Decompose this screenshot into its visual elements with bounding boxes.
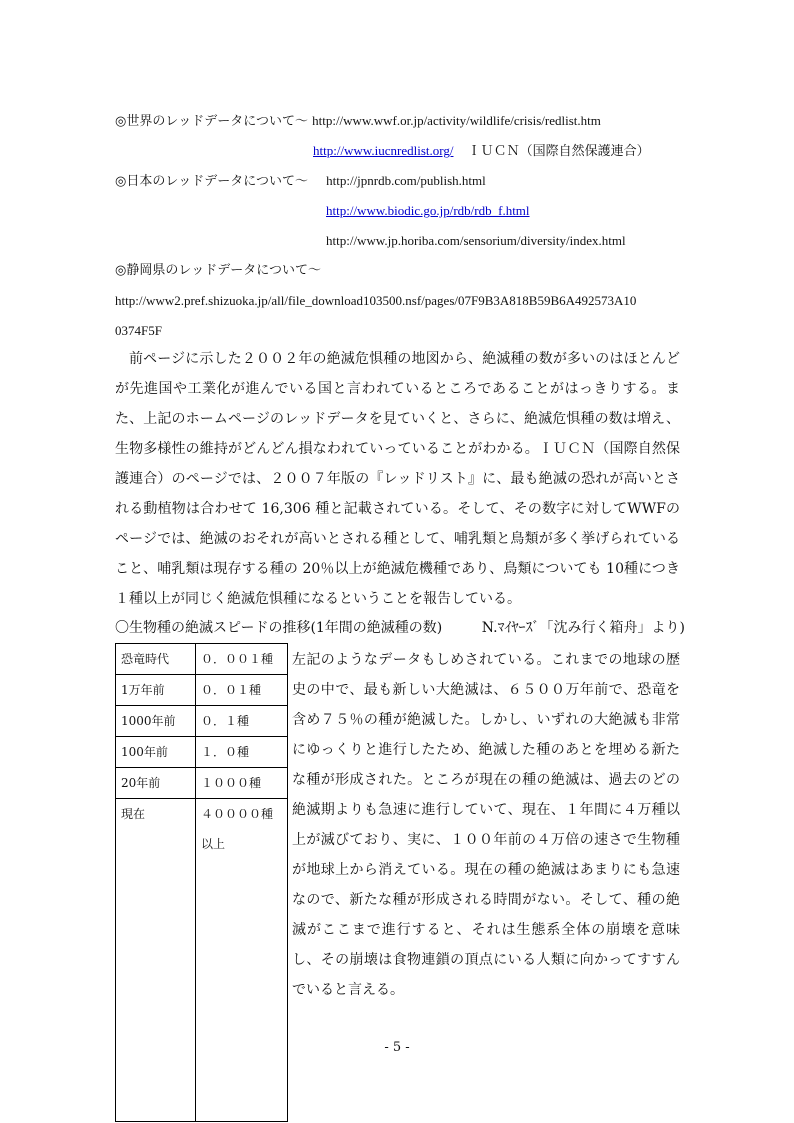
era-cell: 100年前 — [116, 737, 196, 768]
side-paragraph: 左記のようなデータもしめされている。これまでの地球の歴史の中で、最も新しい大絶滅は、６５００万年前で、恐竜を含め７５％の種が絶滅した。しかし、いずれの大絶滅も非常にゆっくりと進行したため、絶滅した種のあとを埋める新たな種が形成された。ところが現在の種の絶滅は、過去のどの絶滅期よりも急速に進行していて、現在、１年間に４万種以上が滅びており、実に、１００年前の４万倍の速さで生物種が地球上から消えている。現在の種の絶滅はあまりにも急速なので、新たな種が形成される時間がない。そして、種の絶滅がここまで進行すると、それは生態系全体の崩壊を意味し、その崩壊は食物連鎖の頂点にいる人類に向かってすすんでいると言える。 — [292, 652, 680, 998]
main-paragraph — [115, 344, 680, 614]
japan-redlist-label: ◎日本のレッドデータについて～ — [115, 174, 308, 189]
table-caption-title: 〇生物種の絶滅スピードの推移(1年間の絶滅種の数) — [115, 620, 443, 636]
biodic-link[interactable]: http://www.biodic.go.jp/rdb/rdb_f.html — [326, 203, 530, 218]
table-caption — [115, 618, 685, 638]
rate-cell: １．０種 — [196, 737, 288, 768]
table-row — [116, 799, 288, 1122]
shizuoka-redlist-label: ◎静岡県のレッドデータについて～ — [115, 263, 321, 278]
era-cell: 1000年前 — [116, 706, 196, 737]
era-cell: 恐竜時代 — [116, 644, 196, 675]
iucn-line — [313, 142, 650, 161]
biodic-line — [326, 202, 530, 221]
rate-cell: ０．００１種 — [196, 644, 288, 675]
table-row — [116, 768, 288, 799]
iucn-link[interactable]: http://www.iucnredlist.org/ — [313, 143, 454, 158]
rate-cell: １０００種 — [196, 768, 288, 799]
rate-cell: ０．１種 — [196, 706, 288, 737]
shizuoka-url-line1: http://www2.pref.shizuoka.jp/all/file_download103500.nsf/pages/07F9B3A818B59B6A492573A10 — [115, 293, 637, 308]
shizuoka-url-line2: 0374F5F — [115, 323, 162, 338]
wwf-url: http://www.wwf.or.jp/activity/wildlife/crisis/redlist.htm — [312, 113, 601, 128]
japan-redlist-line — [115, 172, 486, 191]
page-number: - 5 - — [384, 1040, 410, 1055]
world-redlist-line — [115, 112, 601, 131]
main-paragraph-text: 前ページに示した２００２年の絶滅危惧種の地図から、絶滅種の数が多いのはほとんどが先進国や工業化が進んでいる国と言われているところであることがはっきりする。また、上記のホームページのレッドデータを見ていくと、さらに、絶滅危惧種の数は増え、生物多様性の維持がどんどん損なわれていっていることがわかる。ＩＵＣＮ（国際自然保護連合）のページでは、２００７年版の『レッドリスト』に、最も絶滅の恐れが高いとされる動植物は合わせて 16,306 種と記載されている。そして、その数字に対してWWFのページでは、絶滅のおそれが高いとされる種として、哺乳類と鳥類が多く挙げられていること、哺乳類は現存する種の 20％以上が絶滅危機種であり、鳥類についても 10種につき１種以上が同じく絶滅危惧種になるということを報告している。 — [115, 351, 680, 607]
table-row — [116, 706, 288, 737]
era-cell: 1万年前 — [116, 675, 196, 706]
table-row — [116, 644, 288, 675]
world-redlist-label: ◎世界のレッドデータについて～ — [115, 114, 308, 129]
era-cell: 20年前 — [116, 768, 196, 799]
horiba-url: http://www.jp.horiba.com/sensorium/diversity/index.html — [326, 233, 626, 248]
table-caption-source: N.ﾏｲﾔｰｽﾞ「沈み行く箱舟」より) — [481, 620, 685, 636]
table-row — [116, 737, 288, 768]
horiba-line — [326, 232, 626, 251]
table-row — [116, 675, 288, 706]
rate-cell: ４００００種以上 — [196, 799, 288, 1122]
era-cell: 現在 — [116, 799, 196, 1122]
iucn-note: ＩＵＣＮ（国際自然保護連合） — [467, 144, 650, 159]
jpnrdb-url: http://jpnrdb.com/publish.html — [326, 173, 486, 188]
rate-cell: ０．０１種 — [196, 675, 288, 706]
